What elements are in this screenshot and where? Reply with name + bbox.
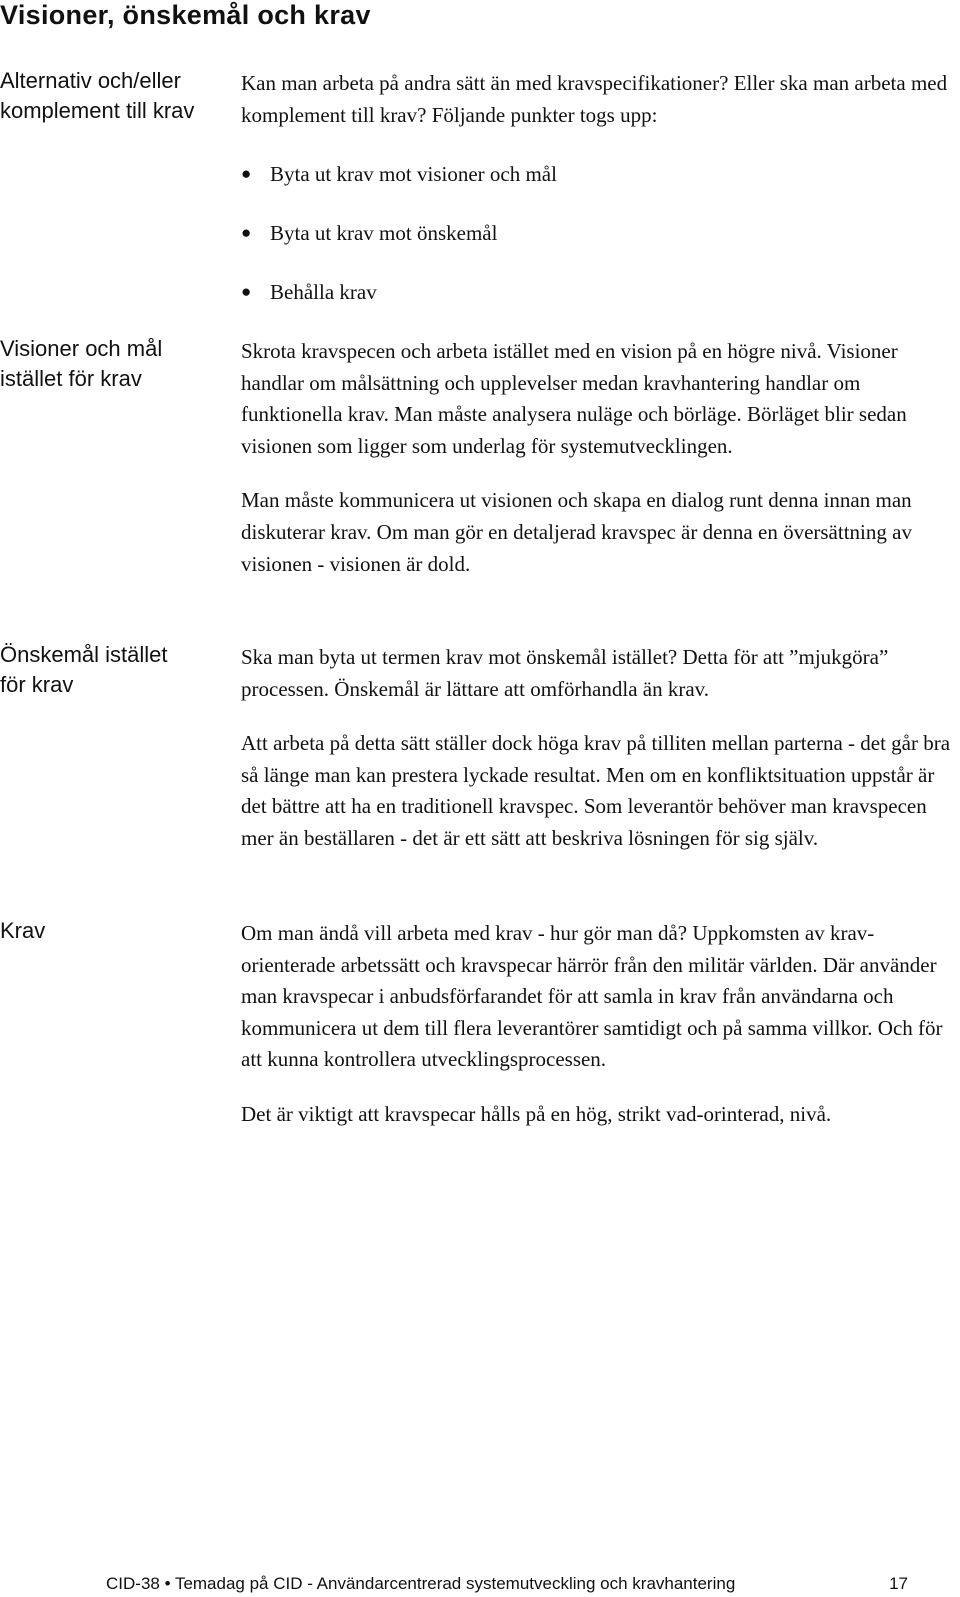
- side-heading-line: Alternativ och/eller: [0, 68, 181, 93]
- bullet-item: [241, 217, 957, 249]
- side-heading-line: Visioner och mål: [0, 336, 163, 361]
- section-body: [241, 642, 957, 855]
- paragraph: Skrota kravspecen och arbeta istället med en vision på en högre nivå. Visioner handlar om målsättning och upplevelser medan kravhantering handlar om funktionella krav. Man måste analysera nuläge och börläge. Börläget blir sedan visionen som ligger som underlag för systemutvecklingen.: [241, 339, 907, 458]
- side-heading-visioner: [0, 334, 232, 394]
- page-number: 17: [889, 1574, 908, 1593]
- footer-text: CID-38 • Temadag på CID - Användarcentrerad systemutveckling och kravhantering: [106, 1574, 736, 1593]
- bullet-icon: ●: [241, 282, 252, 302]
- bullet-text: Behålla krav: [270, 280, 377, 305]
- paragraph: Man måste kommunicera ut visionen och skapa en dialog runt denna innan man diskuterar krav. Om man gör en detaljerad kravspec är denna en översättning av visionen - visionen är dold.: [241, 488, 912, 576]
- bullet-icon: ●: [241, 223, 252, 243]
- paragraph: Kan man arbeta på andra sätt än med kravspecifikationer? Eller ska man arbeta med komplement till krav? Följande punkter togs upp:: [241, 71, 948, 127]
- side-heading-line: för krav: [0, 672, 74, 697]
- paragraph: Det är viktigt att kravspecar hålls på en hög, strikt vad-orinterad, nivå.: [241, 1101, 832, 1126]
- bullet-icon: ●: [241, 164, 252, 184]
- page-title: Visioner, önskemål och krav: [0, 0, 371, 30]
- side-heading-krav: [0, 916, 232, 946]
- bullet-list: [241, 158, 957, 308]
- bullet-item: [241, 158, 957, 190]
- paragraph: Ska man byta ut termen krav mot önskemål istället? Detta för att ”mjukgöra” processen. Önskemål är lättare att omförhandla än krav.: [241, 645, 889, 701]
- side-heading-alternativ: [0, 66, 232, 126]
- side-heading-line: Krav: [0, 918, 46, 943]
- section-body: [241, 336, 957, 580]
- bullet-text: Byta ut krav mot visioner och mål: [270, 162, 557, 187]
- bullet-item: [241, 276, 957, 308]
- side-heading-line: komplement till krav: [0, 98, 195, 123]
- side-heading-onskemal: [0, 640, 232, 700]
- side-heading-line: istället för krav: [0, 366, 142, 391]
- paragraph: Att arbeta på detta sätt ställer dock höga krav på tilliten mellan parterna - det går bra så länge man kan prestera lyckade resultat. Men om en konfliktsituation uppstår är det bättre att ha en traditionell kravspec. Som leverantör behöver man kravspecen mer än beställaren - det är ett sätt att beskriva lösningen för sig själv.: [241, 731, 951, 850]
- bullet-text: Byta ut krav mot önskemål: [270, 221, 498, 246]
- paragraph: Om man ändå vill arbeta med krav - hur gör man då? Uppkomsten av krav-orienterade arbetssätt och kravspecar härrör från den militär världen. Där använder man kravspecar i anbudsförfarandet för att samla in krav från användarna och kommunicera ut dem till flera leverantörer samtidigt och på samma villkor. Och för att kunna kontrollera utvecklingsprocessen.: [241, 921, 943, 1072]
- section-body: [241, 918, 957, 1131]
- section-body: [241, 68, 957, 335]
- side-heading-line: Önskemål istället: [0, 642, 168, 667]
